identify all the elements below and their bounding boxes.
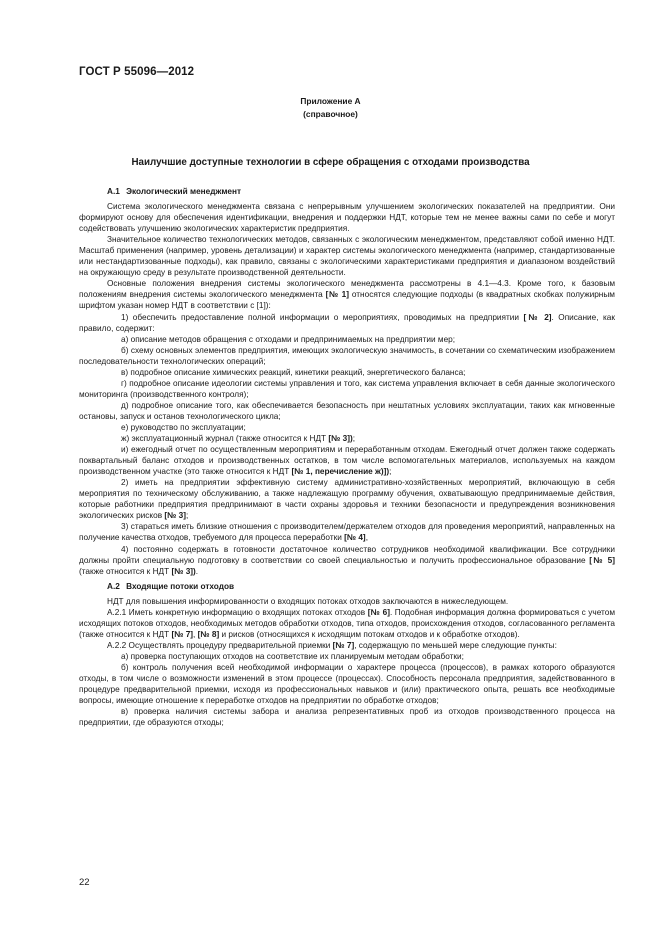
section-heading [79, 186, 615, 197]
list-item: и) ежегодный отчет по осуществленным мероприятиям и переработанным отходам. Ежегодный отчет должен также содержать поквартальный баланс отходов и производственных остатков, в том числе вспомогательных материалов, используемых на каждом производственном участке (это также относится к НДТ [№ 1, перечисление ж)]); [79, 445, 615, 477]
list-item: д) подробное описание того, как обеспечивается безопасность при нештатных условиях эксплуатации, таких как мгновенные остановы, запуск и останов технологического цикла; [79, 400, 615, 421]
page-number: 22 [79, 877, 90, 888]
section-number: А.2 [107, 581, 120, 591]
list-item: а) описание методов обращения с отходами и предпринимаемых на предприятии мер; [121, 334, 456, 344]
list-item: ж) эксплуатационный журнал (также относится к НДТ [№ 3]); [121, 434, 356, 444]
list-item: 3) стараться иметь близкие отношения с производителем/держателем отходов для проведения мероприятий, направленных на получение качества отходов, требуемого для процесса переработки [№ 4], [79, 522, 615, 543]
list-item: е) руководство по эксплуатации; [121, 422, 246, 432]
appendix-note: (справочное) [303, 109, 358, 119]
list-item: в) подробное описание химических реакций, кинетики реакций, энергетического баланса; [121, 367, 466, 377]
section-title: Входящие потоки отходов [126, 581, 235, 591]
section-title: Экологический менеджмент [126, 187, 242, 196]
list-item: в) проверка наличия системы забора и анализа репрезентативных проб из отходов производственного процесса на предприятии, где образуются отходы; [79, 707, 615, 728]
body-text [79, 186, 615, 728]
appendix-title: Приложение А [300, 96, 361, 106]
section-heading [79, 581, 615, 592]
paragraph: Значительное количество технологических методов, связанных с экологическим менеджментом, представляют собой именно НДТ. Масштаб применения (например, уровень детализации) и характер системы экологического менеджмента (например, стандартизованные или нестандартизованные подходы), как правило, связаны с экологическими характеристиками предприятия и диапазоном воздействий на окружающую среду в результате производственной деятельности. [79, 235, 615, 278]
list-item: 4) постоянно содержать в готовности достаточное количество сотрудников необходимой квалификации. Все сотрудники должны пройти специальную подготовку в соответствии со своей специальностью и получить профессиональное образование [№ 5] (также относится к НДТ [№ 3]). [79, 544, 615, 576]
paragraph: А.2.2 Осуществлять процедуру предварительной приемки [№ 7], содержащую по меньшей мере следующие пункты: [107, 640, 557, 650]
paragraph: Основные положения внедрения системы экологического менеджмента рассмотрены в 4.1—4.3. Кроме того, к базовым положениям внедрения системы экологического менеджмента [№ 1] относятся следующие подходы (в квадратных скобках полужирным шрифтом указан номер НДТ в соответствии с [1]): [79, 279, 615, 311]
list-item: б) контроль получения всей необходимой информации о характере процесса (процессов), в рамках которого образуются отходы, в том числе о возможности изменений в этом процессе (процессах). Способность персонала предприятия, задействованного в процедуре предварительной приемки, исходя из профессиональных навыков и (или) практического опыта, решать все необходимые вопросы, имеющие отношение к переработке отходов на предприятии по обработке отходов; [79, 662, 615, 706]
section-number: А.1 [107, 187, 120, 196]
list-item: 2) иметь на предприятии эффективную систему административно-хозяйственных мероприятий, включающую в себя мероприятия по техническому обслуживанию, а также надлежащую программу обучения, охватывающую предпринимаемые действия, которые работники предприятия предпринимают в части охраны здоровья и техники безопасности и предупреждения возникновения экологических рисков [№ 3]; [79, 478, 615, 521]
list-item: 1) обеспечить предоставление полной информации о мероприятиях, проводимых на предприятии [№ 2]. Описание, как правило, содержит: [79, 312, 615, 333]
document-title: Наилучшие доступные технологии в сфере обращения с отходами производства [131, 157, 530, 168]
list-item: а) проверка поступающих отходов на соответствие их планируемым методам обработки; [121, 651, 464, 661]
standard-id: ГОСТ Р 55096—2012 [79, 66, 195, 78]
list-item: г) подробное описание идеологии системы управления и того, как система управления включает в себя данные экологического мониторинга (производственного контроля); [79, 378, 615, 399]
paragraph: Система экологического менеджмента связана с непрерывным улучшением экологических показателей на предприятии. Они формируют основу для обеспечения идентификации, внедрения и поддержки НДТ, которые тем не менее важны сами по себе и могут содействовать улучшению экологических характеристик предприятия. [79, 202, 615, 234]
paragraph: А.2.1 Иметь конкретную информацию о входящих потоках отходов [№ 6]. Подобная информация должна формироваться с учетом исходящих потоков отходов, необходимых методов обработки отходов, типа отходов, происхождения отходов, согласованного регламента (также относится к НДТ [№ 7], [№ 8] и рисков (относящихся к исходящим потокам отходов и к обработке отходов). [79, 607, 615, 639]
paragraph: НДТ для повышения информированности о входящих потоках отходов заключаются в нижеследующем. [107, 596, 509, 606]
list-item: б) схему основных элементов предприятия, имеющих экологическую значимость, в сочетании со схематическим изображением последовательности технологических операций; [79, 345, 615, 366]
